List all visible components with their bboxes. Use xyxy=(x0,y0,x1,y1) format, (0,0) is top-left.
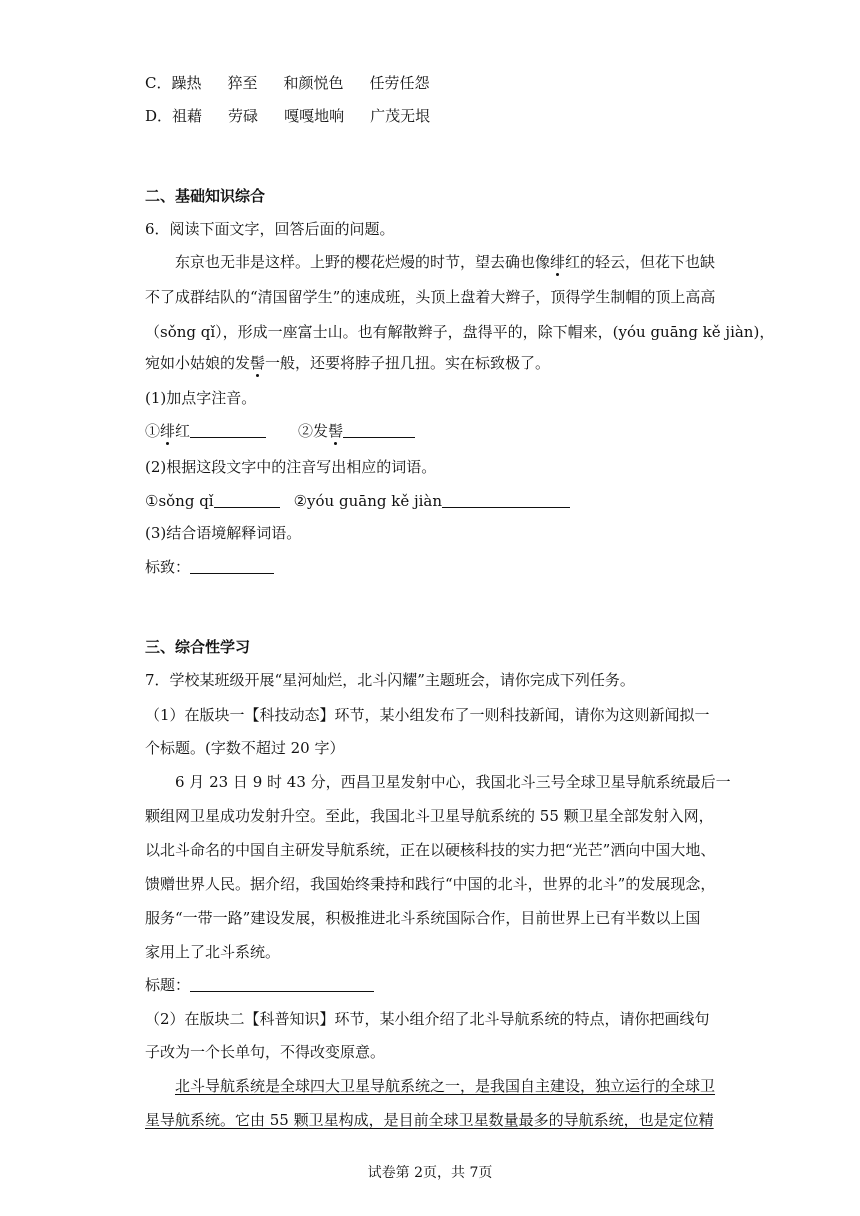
answer-prompt: ①sǒng qǐ xyxy=(145,492,214,510)
option-c-word3: 和颜悦色 xyxy=(283,74,344,92)
task-2-line-1: （2）在版块二【科普知识】环节，某小组介绍了北斗导航系统的特点，请你把画线句 xyxy=(145,1010,710,1028)
answer-blank[interactable] xyxy=(190,977,374,992)
sub-question-2: (2)根据这段文字中的注音写出相应的词语。 xyxy=(145,458,437,476)
underlined-line-1: 北斗导航系统是全球四大卫星导航系统之一，是我国自主建设，独立运行的全球卫 xyxy=(175,1077,716,1095)
option-d-word4: 广茂无垠 xyxy=(370,107,431,125)
passage-text: 东京也无非是这样。上野的樱花烂熳的时节，望去确也像 xyxy=(175,253,551,271)
answer-blank[interactable] xyxy=(190,559,274,574)
section3-title: 三、综合性学习 xyxy=(145,638,251,656)
answer-blank[interactable] xyxy=(442,493,570,508)
passage-line-1 xyxy=(175,252,820,272)
answer-prompt: 标题： xyxy=(145,976,191,994)
answer-prompt: 标致： xyxy=(145,558,191,576)
passage-text: 一般，还要将脖子扭几扭。实在标致极了。 xyxy=(265,354,551,372)
news-line-2: 颗组网卫星成功发射升空。至此，我国北斗卫星导航系统的 55 颗卫星全部发射入网， xyxy=(145,807,714,825)
news-line-1: 6 月 23 日 9 时 43 分，西昌卫星发射中心，我国北斗三号全球卫星导航系统最后一 xyxy=(175,773,731,791)
title-answer xyxy=(145,975,820,995)
dotted-char: 绯 xyxy=(550,253,566,271)
option-c xyxy=(145,73,820,93)
option-d-label: D． xyxy=(145,107,173,125)
sub-question-3-answer xyxy=(145,557,820,577)
option-d-word1: 祖藉 xyxy=(172,107,203,125)
passage-text: 宛如小姑娘的发 xyxy=(145,354,251,372)
option-d xyxy=(145,106,820,126)
question-6: 6．阅读下面文字，回答后面的问题。 xyxy=(145,220,395,238)
underlined-line-2: 星导航系统。它由 55 颗卫星构成，是目前全球卫星数量最多的导航系统，也是定位精 xyxy=(145,1111,714,1129)
answer-prompt: ②发 xyxy=(298,422,329,440)
section2-title: 二、基础知识综合 xyxy=(145,187,266,205)
sub-question-1: (1)加点字注音。 xyxy=(145,389,257,407)
news-line-5: 服务“一带一路”建设发展，积极推进北斗系统国际合作，目前世界上已有半数以上国 xyxy=(145,909,701,927)
passage-line-3: （sǒng qǐ），形成一座富士山。也有解散辫子，盘得平的，除下帽来，(yóu guāng kě jiàn)， xyxy=(145,323,775,341)
news-line-4: 馈赠世界人民。据介绍，我国始终秉持和践行“中国的北斗，世界的北斗”的发展现念， xyxy=(145,875,716,893)
page-footer: 试卷第 2页，共 7页 xyxy=(367,1165,493,1181)
answer-blank[interactable] xyxy=(214,493,280,508)
answer-prompt: 红 xyxy=(175,422,191,440)
option-d-word2: 劳碌 xyxy=(228,107,259,125)
option-c-word4: 任劳任怨 xyxy=(369,74,430,92)
passage-line-4 xyxy=(145,353,820,373)
sub-question-2-answers xyxy=(145,491,820,511)
option-c-word1: 躁热 xyxy=(171,74,202,92)
dotted-char: 髻 xyxy=(328,422,344,440)
answer-blank[interactable] xyxy=(343,423,415,438)
dotted-char: 绯 xyxy=(160,422,176,440)
passage-text: 红的轻云，但花下也缺 xyxy=(565,253,716,271)
news-line-3: 以北斗命名的中国自主研发导航系统，正在以硬核科技的实力把“光芒”洒向中国大地、 xyxy=(145,841,716,859)
news-line-6: 家用上了北斗系统。 xyxy=(145,943,281,961)
option-c-word2: 猝至 xyxy=(227,74,258,92)
task-1-line-1: （1）在版块一【科技动态】环节，某小组发布了一则科技新闻，请你为这则新闻拟一 xyxy=(145,706,710,724)
answer-blank[interactable] xyxy=(190,423,266,438)
task-2-line-2: 子改为一个长单句，不得改变原意。 xyxy=(145,1043,386,1061)
question-7: 7．学校某班级开展“星河灿烂，北斗闪耀”主题班会，请你完成下列任务。 xyxy=(145,671,635,689)
answer-prompt: ②yóu guāng kě jiàn xyxy=(293,492,443,510)
sub-question-1-answers xyxy=(145,421,820,441)
sub-question-3: (3)结合语境解释词语。 xyxy=(145,524,302,542)
dotted-char: 髻 xyxy=(250,354,266,372)
option-d-word3: 嘎嘎地响 xyxy=(284,107,345,125)
passage-line-2: 不了成群结队的“清国留学生”的速成班，头顶上盘着大辫子，顶得学生制帽的顶上高高 xyxy=(145,288,716,306)
task-1-line-2: 个标题。(字数不超过 20 字） xyxy=(145,739,345,757)
option-c-label: C． xyxy=(145,74,172,92)
item-marker: ① xyxy=(145,422,161,440)
